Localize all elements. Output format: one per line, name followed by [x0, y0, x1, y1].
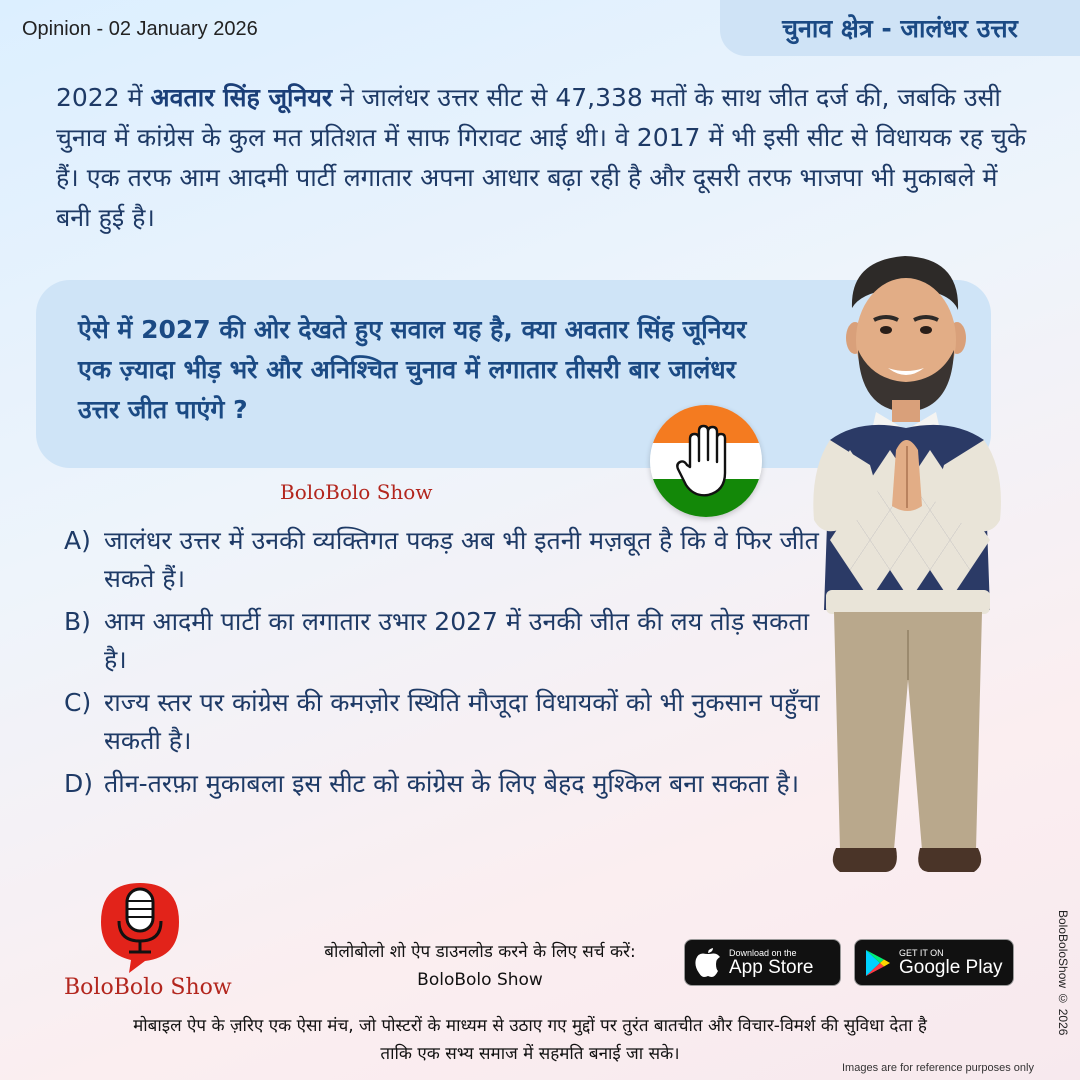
option-text: जालंधर उत्तर में उनकी व्यक्तिगत पकड़ अब भी इतनी मज़बूत है कि वे फिर जीत सकते हैं। [104, 526, 819, 593]
option-text: राज्य स्तर पर कांग्रेस की कमज़ोर स्थिति मौजूदा विधायकों को भी नुकसान पहुँचा सकती है। [104, 688, 820, 755]
opinion-date: Opinion - 02 January 2026 [22, 18, 258, 40]
option-d[interactable] [64, 765, 824, 803]
googleplay-small-text: GET IT ON [899, 947, 944, 958]
option-key: D) [64, 769, 94, 798]
question-text: ऐसे में 2027 की ओर देखते हुए सवाल यह है, क्या अवतार सिंह जूनियर एक ज़्यादा भीड़ भरे और अनिश्चित चुनाव में लगातार तीसरी बार जालंधर उत्तर जीत पाएंगे ? [78, 315, 747, 424]
constituency-label: चुनाव क्षेत्र - जालंधर उत्तर [782, 14, 1018, 43]
option-text: आम आदमी पार्टी का लगातार उभार 2027 में उनकी जीत की लय तोड़ सकता है। [104, 607, 810, 674]
option-key: A) [64, 526, 91, 555]
disclaimer: Images are for reference purposes only [842, 1062, 1034, 1074]
google-play-button[interactable] [854, 939, 1014, 986]
footer-line-2: ताकि एक सभ्य समाज में सहमति बनाई जा सके। [380, 1044, 680, 1064]
intro-text: ने जालंधर उत्तर सीट से 47,338 मतों के साथ जीत दर्ज की, जबकि उसी चुनाव में कांग्रेस के कुल मत प्रतिशत में साफ गिरावट आई थी। वे 2017 में भी इसी सीट से विधायक रह चुके हैं। एक तरफ आम आदमी पार्टी लगातार अपना आधार बढ़ा रही है और दूसरी तरफ भाजपा भी मुकाबले में बनी हुई है। [56, 83, 1027, 232]
appstore-big-text: App Store [729, 956, 814, 978]
options-list [64, 522, 824, 808]
intro-year: 2022 में [56, 83, 151, 112]
download-prompt [300, 938, 660, 994]
option-a[interactable] [64, 522, 824, 598]
option-text: तीन-तरफ़ा मुकाबला इस सीट को कांग्रेस के लिए बेहद मुश्किल बना सकता है। [104, 769, 800, 798]
option-key: C) [64, 688, 92, 717]
google-play-icon [865, 949, 891, 977]
option-b[interactable] [64, 603, 824, 679]
apple-icon [695, 948, 721, 978]
option-c[interactable] [64, 684, 824, 760]
brand-logo-text: BoloBolo Show [64, 975, 232, 1000]
constituency-tag [720, 0, 1080, 56]
googleplay-big-text: Google Play [899, 956, 1003, 978]
appstore-small-text: Download on the [729, 947, 797, 958]
footer-tagline [20, 1012, 1040, 1068]
candidate-illustration [800, 250, 1015, 880]
intro-paragraph [56, 78, 1036, 238]
download-line-2: BoloBolo Show [417, 970, 543, 990]
bolobolo-mic-logo [95, 875, 185, 975]
congress-hand-logo [650, 405, 762, 517]
option-key: B) [64, 607, 91, 636]
app-store-button[interactable] [684, 939, 841, 986]
footer-line-1: मोबाइल ऐप के ज़रिए एक ऐसा मंच, जो पोस्टरों के माध्यम से उठाए गए मुद्दों पर तुरंत बातचीत और विचार-विमर्श की सुविधा देता है [133, 1016, 927, 1036]
candidate-name: अवतार सिंह जूनियर [150, 83, 333, 112]
copyright: BoloBoloShow © 2026 [1056, 910, 1070, 1036]
download-line-1: बोलोबोलो शो ऐप डाउनलोड करने के लिए सर्च करें: [324, 942, 636, 962]
brand-watermark: BoloBolo Show [280, 480, 433, 504]
